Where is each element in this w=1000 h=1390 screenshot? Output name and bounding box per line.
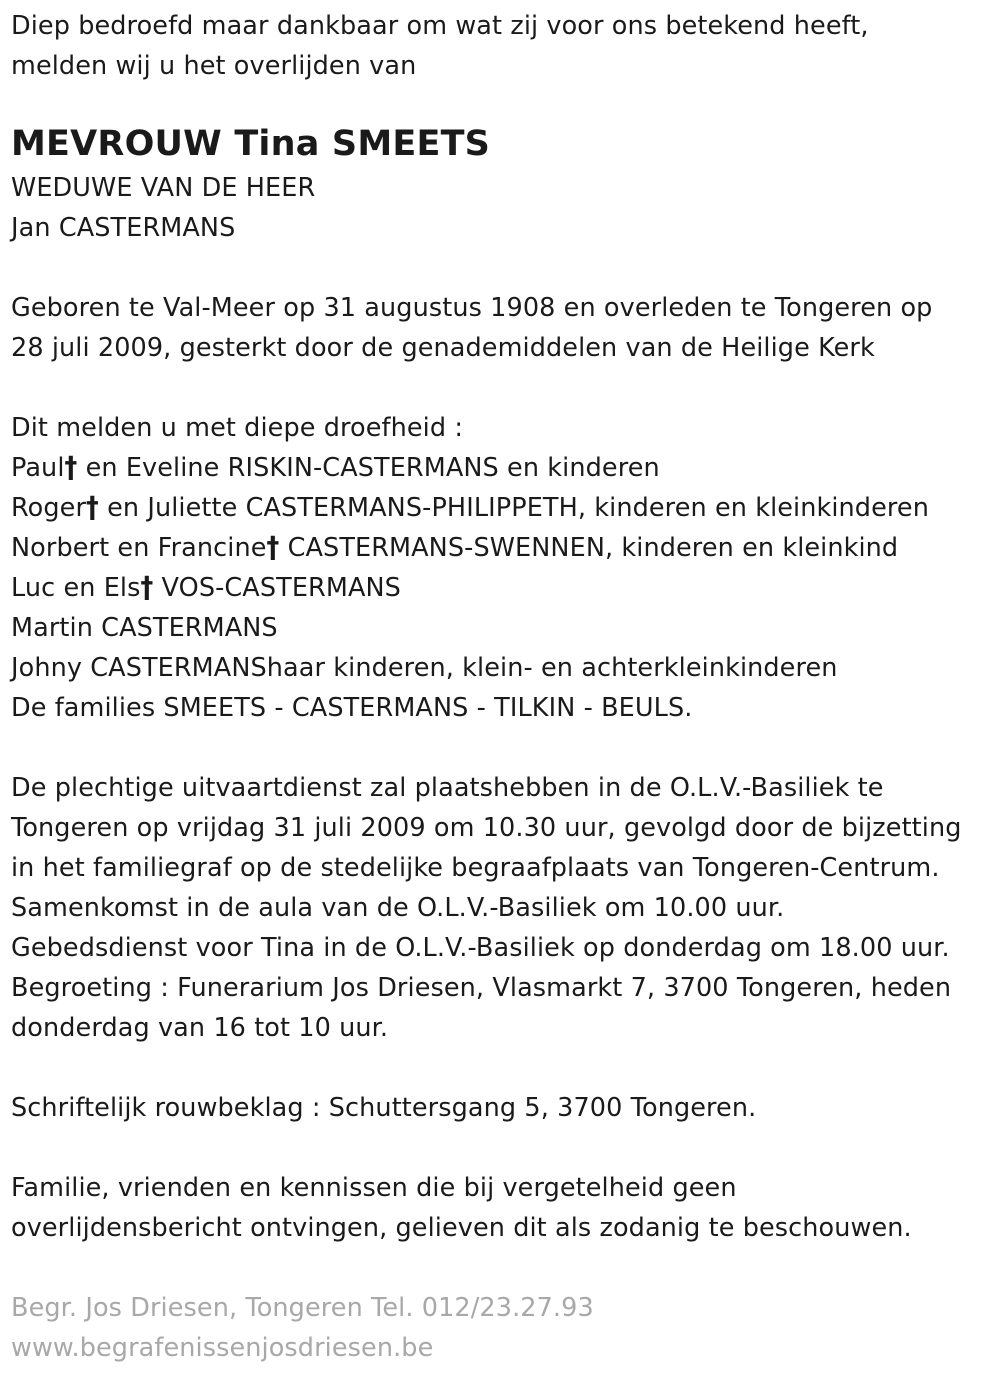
- funeral-line: Tongeren op vrijdag 31 juli 2009 om 10.30 uur, gevolgd door de bijzetting: [11, 813, 962, 843]
- notice-line-2: overlijdensbericht ontvingen, gelieven dit als zodanig te beschouwen.: [11, 1213, 912, 1243]
- funeral-line: Begroeting : Funerarium Jos Driesen, Vlasmarkt 7, 3700 Tongeren, heden: [11, 973, 952, 1003]
- undertaker-contact: Begr. Jos Driesen, Tongeren Tel. 012/23.27.93: [11, 1293, 594, 1323]
- website-link[interactable]: www.begrafenissenjosdriesen.be: [11, 1333, 434, 1363]
- mourner-text: CASTERMANS-SWENNEN, kinderen en kleinkind: [279, 533, 899, 563]
- cross-icon: †: [140, 570, 154, 606]
- mourner-name: Paul: [11, 453, 65, 483]
- footer: [11, 1288, 996, 1368]
- intro-line-1: Diep bedroefd maar dankbaar om wat zij voor ons betekend heeft,: [11, 11, 869, 41]
- condolence-address: Schriftelijk rouwbeklag : Schuttersgang 5, 3700 Tongeren.: [11, 1093, 757, 1123]
- death-notice: [11, 6, 996, 1368]
- funeral-line: donderdag van 16 tot 10 uur.: [11, 1013, 389, 1043]
- mourner-line: Martin CASTERMANS: [11, 613, 278, 643]
- mourner-text: en Eveline RISKIN-CASTERMANS en kinderen: [77, 453, 660, 483]
- mourner-name: Norbert en Francine: [11, 533, 267, 563]
- birth-death-line-2: 28 juli 2009, gesterkt door de genademiddelen van de Heilige Kerk: [11, 333, 875, 363]
- mourner-text: en Juliette CASTERMANS-PHILIPPETH, kinderen en kleinkinderen: [98, 493, 929, 523]
- mourner-line: [11, 448, 996, 488]
- funeral-line: Gebedsdienst voor Tina in de O.L.V.-Basiliek op donderdag om 18.00 uur.: [11, 933, 950, 963]
- mourner-name: Roger: [11, 493, 87, 523]
- mourners-section: [11, 408, 996, 728]
- funeral-section: [11, 768, 996, 1048]
- mourner-text: VOS-CASTERMANS: [153, 573, 401, 603]
- deceased-status: WEDUWE VAN DE HEER: [11, 173, 316, 203]
- intro-line-2: melden wij u het overlijden van: [11, 51, 417, 81]
- funeral-line: in het familiegraf op de stedelijke begraafplaats van Tongeren-Centrum.: [11, 853, 940, 883]
- mourner-line: [11, 488, 996, 528]
- birth-death-line-1: Geboren te Val-Meer op 31 augustus 1908 en overleden te Tongeren op: [11, 293, 933, 323]
- cross-icon: †: [266, 530, 280, 566]
- cross-icon: †: [86, 490, 99, 526]
- funeral-line: Samenkomst in de aula van de O.L.V.-Basiliek om 10.00 uur.: [11, 893, 785, 923]
- cross-icon: †: [64, 450, 78, 486]
- notice-line-1: Familie, vrienden en kennissen die bij vergetelheid geen: [11, 1173, 737, 1203]
- mourners-intro: Dit melden u met diepe droefheid :: [11, 413, 464, 443]
- mourner-line: Johny CASTERMANShaar kinderen, klein- en achterkleinkinderen: [11, 653, 838, 683]
- birth-death-section: [11, 288, 996, 368]
- mourner-line: De families SMEETS - CASTERMANS - TILKIN - BEULS.: [11, 693, 693, 723]
- notice-section: [11, 1168, 996, 1248]
- mourner-name: Luc en Els: [11, 573, 141, 603]
- deceased-name: MEVROUW Tina SMEETS: [11, 124, 491, 164]
- mourner-line: [11, 568, 996, 608]
- mourner-line: [11, 528, 996, 568]
- deceased-spouse: Jan CASTERMANS: [11, 213, 236, 243]
- intro-section: [11, 6, 996, 86]
- funeral-line: De plechtige uitvaartdienst zal plaatshebben in de O.L.V.-Basiliek te: [11, 773, 884, 803]
